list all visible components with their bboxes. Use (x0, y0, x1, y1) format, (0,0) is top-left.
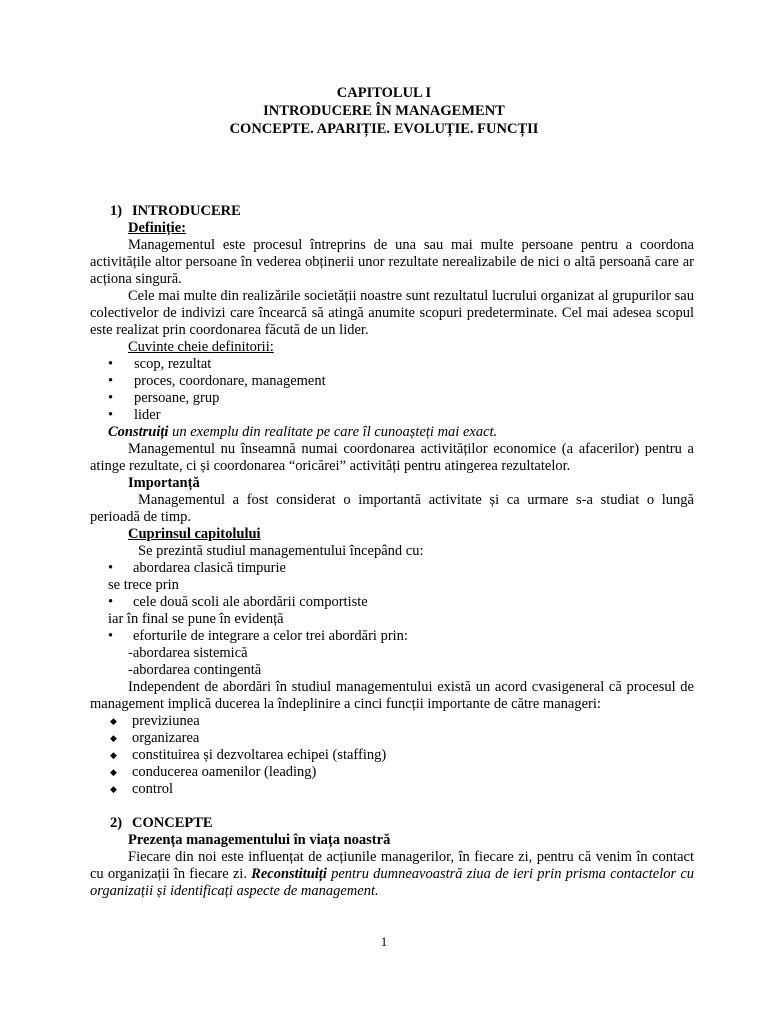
list-item: ◆ control (90, 781, 694, 798)
cuprins-list-1 (90, 560, 694, 577)
paragraph-importanta: Managementul a fost considerat o importantă activitate și ca urmare s-a studiat o lungă perioadă de timp. (90, 492, 694, 525)
list-item: ◆ conducerea oamenilor (leading) (90, 764, 694, 781)
chapter-title-block (0, 84, 768, 138)
paragraph-prezenta: Fiecare din noi este influențat de acțiunile managerilor, în fiecare zi, pentru că venim în contact cu organizații în fiecare zi. Reconstituiți pentru dumneavoastră ziua de ieri prin prisma contactelor cu organizații și identificați aspecte de management. (90, 849, 694, 899)
importanta-label: Importanță (128, 475, 200, 491)
list-item: • proces, coordonare, management (90, 373, 694, 390)
cuprins-list-2 (90, 594, 694, 611)
cuprins-transition-1: se trece prin (108, 577, 179, 593)
chapter-title: INTRODUCERE ÎN MANAGEMENT (263, 103, 505, 119)
list-item: ◆ previziunea (90, 713, 694, 730)
cuprins-dash-contingenta: -abordarea contingentă (128, 662, 262, 678)
functions-list (90, 713, 694, 798)
cuprins-dash-sistemica: -abordarea sistemică (128, 645, 248, 661)
list-item: ◆ organizarea (90, 730, 694, 747)
exercise-construiti: Construiți un exemplu din realitate pe care îl cunoașteți mai exact. (108, 424, 498, 440)
list-item: • persoane, grup (90, 390, 694, 407)
cuprinsul-label: Cuprinsul capitolului (128, 526, 261, 542)
paragraph-coordonare: Managementul nu înseamnă numai coordonarea activităților economice (a afacerilor) pentru a atinge rezultate, ci și coordonarea “oricărei” activități pentru atingerea rezultatelor. (90, 441, 694, 474)
document-body (90, 203, 694, 900)
page-number: 1 (380, 934, 388, 949)
paragraph-realizari: Cele mai multe din realizările societății noastre sunt rezultatul lucrului organizat al grupurilor sau colectivelor de indivizi care încearcă să atingă anumite scopuri predeterminate. Cel mai adesea scopul este realizat prin coordonarea făcută de un lider. (90, 288, 694, 338)
definition-paragraph: Managementul este procesul întreprins de una sau mai multe persoane pentru a coordona activitățile altor persoane în vederea obținerii unor rezultate nerealizabile de nici o altă persoană care ar acționa singură. (90, 237, 694, 287)
chapter-number: CAPITOLUL I (336, 85, 432, 101)
keywords-label: Cuvinte cheie definitorii: (128, 339, 274, 355)
paragraph-functii: Independent de abordări în studiul managementului există un acord cvasigeneral că procesul de management implică ducerea la îndeplinire a cinci funcții importante de către manageri: (90, 679, 694, 712)
list-item: • eforturile de integrare a celor trei abordări prin: (90, 628, 694, 645)
list-item: • scop, rezultat (90, 356, 694, 373)
list-item: ◆ constituirea și dezvoltarea echipei (staffing) (90, 747, 694, 764)
list-item: • lider (90, 407, 694, 424)
cuprins-list-3 (90, 628, 694, 645)
cuprins-intro: Se prezintă studiul managementului începând cu: (138, 543, 424, 559)
keywords-list (90, 356, 694, 424)
list-item: • cele două scoli ale abordării comportiste (90, 594, 694, 611)
section-heading-concepte: 2) CONCEPTE (110, 815, 213, 831)
list-item: • abordarea clasică timpurie (90, 560, 694, 577)
chapter-subtitle: CONCEPTE. APARIȚIE. EVOLUȚIE. FUNCȚII (229, 121, 539, 137)
subheading-prezenta: Prezența managementului în viața noastră (128, 832, 391, 848)
section-heading-introducere: 1) INTRODUCERE (110, 203, 241, 219)
cuprins-transition-2: iar în final se pune în evidență (108, 611, 284, 627)
definitie-label: Definiție: (128, 220, 186, 236)
